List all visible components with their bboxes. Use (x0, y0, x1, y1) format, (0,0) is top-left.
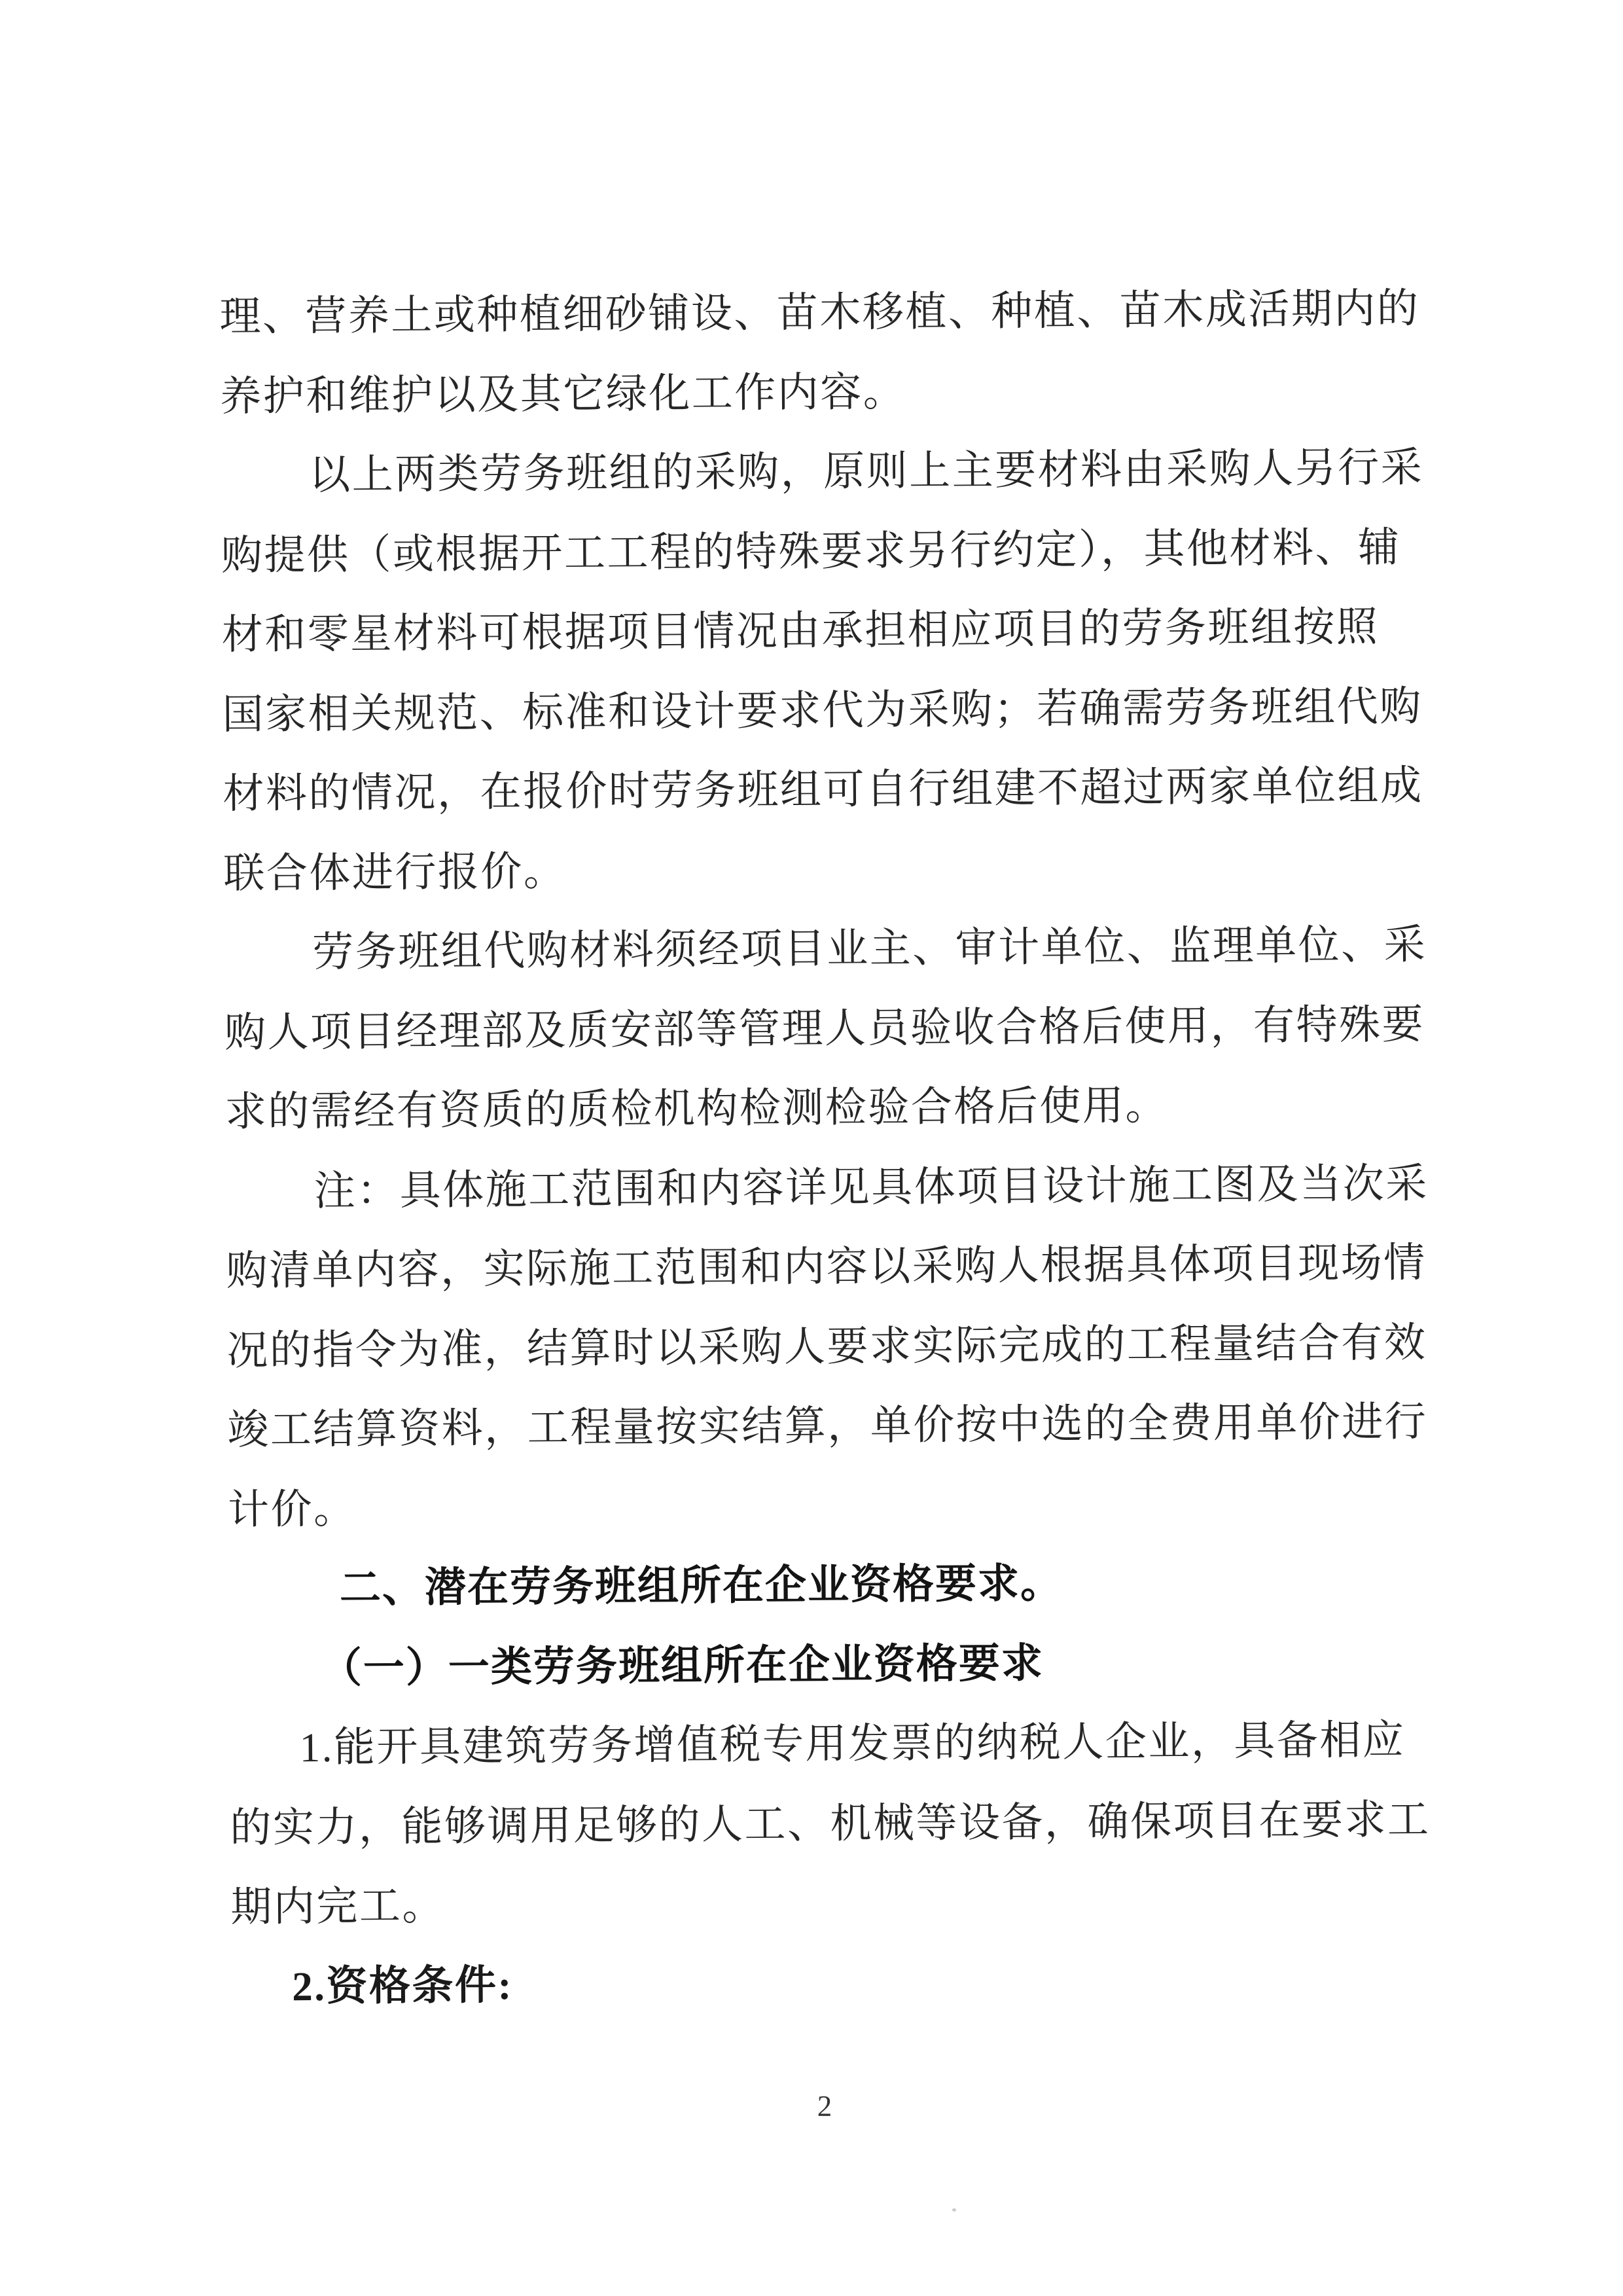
doc-line-16: 计价。 (227, 1486, 357, 1533)
doc-line-13: 购清单内容，实际施工范围和内容以采购人根据具体项目现场情 (226, 1240, 1427, 1294)
clause-1-line-2: 的实力，能够调用足够的人工、机械等设备，确保项目在要求工 (230, 1796, 1431, 1851)
doc-line-12: 注：具体施工范围和内容详见具体项目设计施工图及当次采 (313, 1160, 1429, 1214)
doc-line-6: 国家相关规范、标准和设计要求代为采购；若确需劳务班组代购 (222, 683, 1423, 738)
doc-line-5: 材和零星材料可根据项目情况由承担相应项目的劳务班组按照 (221, 603, 1380, 658)
doc-line-10: 购人项目经理部及质安部等管理人员验收合格后使用，有特殊要 (224, 1001, 1425, 1056)
doc-line-2: 养护和维护以及其它绿化工作内容。 (220, 368, 906, 420)
doc-line-8: 联合体进行报价。 (223, 848, 567, 897)
clause-1-line-3: 期内完工。 (230, 1882, 446, 1930)
page-number: 2 (817, 2090, 832, 2123)
doc-line-7: 材料的情况，在报价时劳务班组可自行组建不超过两家单位组成 (223, 762, 1423, 817)
doc-line-4: 购提供（或根据开工工程的特殊要求另行约定），其他材料、辅 (221, 524, 1401, 579)
doc-line-15: 竣工结算资料，工程量按实结算，单价按中选的全费用单价进行 (227, 1399, 1428, 1453)
subsection-heading: （一）一类劳务班组所在企业资格要求 (320, 1640, 1044, 1691)
scan-speck (952, 2208, 956, 2212)
clause-2-heading: 2.资格条件: (291, 1962, 514, 2009)
document-body (219, 269, 1429, 2027)
section-heading: 二、潜在劳务班组所在企业资格要求。 (339, 1560, 1063, 1611)
clause-1-line-1: 1.能开具建筑劳务增值税专用发票的纳税人企业，具备相应 (299, 1717, 1406, 1771)
doc-line-1: 理、营养土或种植细砂铺设、苗木移植、种植、苗木成活期内的 (219, 285, 1420, 340)
doc-line-3: 以上两类劳务班组的采购，原则上主要材料由采购人另行采 (308, 444, 1424, 499)
doc-line-11: 求的需经有资质的质检机构检测检验合格后使用。 (224, 1082, 1169, 1135)
doc-line-9: 劳务班组代购材料须经项目业主、审计单位、监理单位、采 (312, 922, 1427, 976)
doc-line-14: 况的指令为准，结算时以采购人要求实际完成的工程量结合有效 (226, 1319, 1427, 1374)
